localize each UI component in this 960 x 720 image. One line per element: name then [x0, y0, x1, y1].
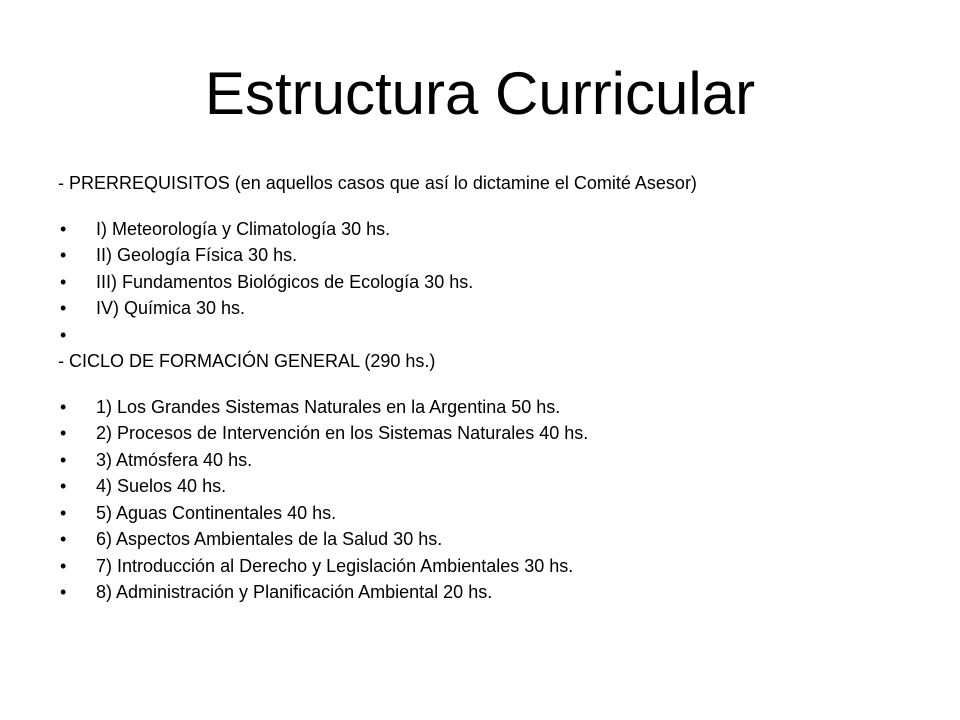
slide-title: Estructura Curricular — [204, 60, 756, 127]
bullet-icon: • — [60, 396, 67, 417]
bullet-icon: • — [60, 271, 67, 292]
list-item — [58, 394, 918, 421]
bullet-icon: • — [60, 298, 67, 318]
bullet-icon: • — [60, 449, 67, 470]
list-item-text: 6) Aspectos Ambientales de la Salud 30 hs. — [96, 529, 443, 549]
list-item-text: 1) Los Grandes Sistemas Naturales en la Argentina 50 hs. — [96, 396, 561, 417]
list-item-text: 8) Administración y Planificación Ambiental 20 hs. — [96, 582, 493, 602]
list-item-text: IV) Química 30 hs. — [96, 298, 246, 318]
section-heading-prerrequisitos: - PRERREQUISITOS (en aquellos casos que así lo dictamine el Comité Asesor) — [58, 173, 697, 193]
bullet-icon: • — [60, 582, 67, 602]
bullet-icon: • — [60, 502, 67, 523]
slide-content — [58, 170, 918, 606]
bullet-icon: • — [60, 476, 67, 496]
list-item — [58, 500, 918, 527]
prerrequisitos-list — [58, 216, 918, 349]
list-item — [58, 216, 918, 243]
bullet-icon: • — [60, 529, 67, 549]
list-item — [58, 295, 918, 322]
list-item — [58, 447, 918, 474]
list-item-text: 3) Atmósfera 40 hs. — [96, 449, 253, 470]
list-item — [58, 242, 918, 269]
bullet-icon: • — [60, 218, 67, 239]
list-item-text: 2) Procesos de Intervención en los Sistemas Naturales 40 hs. — [96, 423, 589, 443]
list-item-text: 7) Introducción al Derecho y Legislación Ambientales 30 hs. — [96, 555, 574, 576]
bullet-icon: • — [60, 423, 67, 443]
list-item-text: 4) Suelos 40 hs. — [96, 476, 227, 496]
list-item — [58, 420, 918, 447]
bullet-icon: • — [60, 324, 67, 345]
bullet-icon: • — [60, 245, 67, 265]
spacer — [58, 375, 918, 394]
section-heading-ciclo-formacion-general: - CICLO DE FORMACIÓN GENERAL (290 hs.) — [58, 351, 436, 371]
list-item — [58, 579, 918, 606]
list-item-empty — [58, 322, 918, 349]
bullet-icon: • — [60, 555, 67, 576]
list-item — [58, 269, 918, 296]
spacer — [58, 197, 918, 216]
list-item-text: I) Meteorología y Climatología 30 hs. — [96, 218, 391, 239]
list-item-text: III) Fundamentos Biológicos de Ecología 30 hs. — [96, 271, 474, 292]
list-item — [58, 553, 918, 580]
list-item-text: 5) Aguas Continentales 40 hs. — [96, 502, 337, 523]
ciclo-formacion-general-list — [58, 394, 918, 606]
list-item — [58, 526, 918, 553]
list-item — [58, 473, 918, 500]
list-item-text: II) Geología Física 30 hs. — [96, 245, 298, 265]
